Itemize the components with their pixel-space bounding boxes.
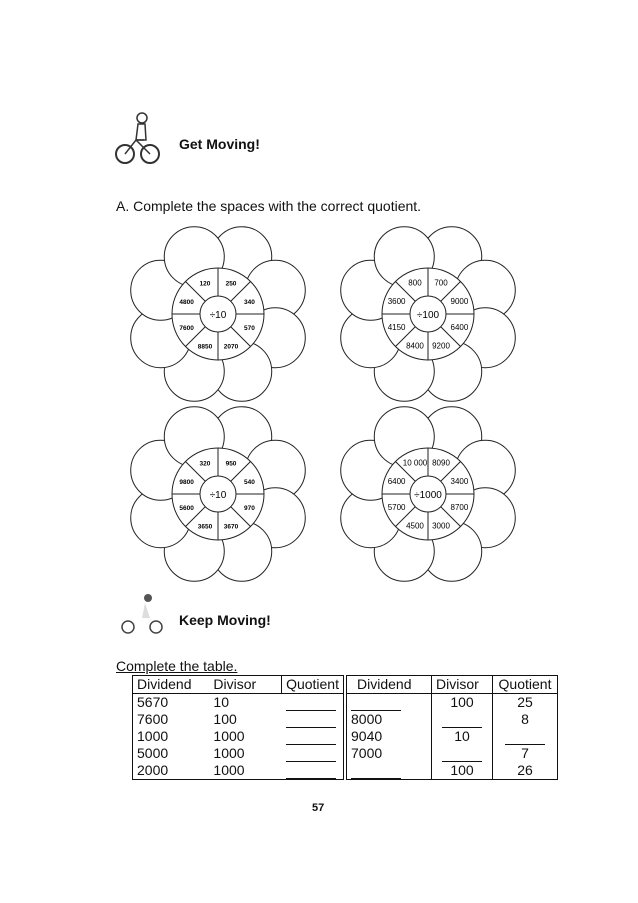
divisor-label: ÷10 xyxy=(209,310,227,321)
dividend-value: 6400 xyxy=(450,323,469,333)
dividend-value: 540 xyxy=(243,478,255,486)
header-divisor: Divisor xyxy=(432,676,493,694)
dividend-value: 800 xyxy=(408,278,422,288)
table-row: 8000 8 xyxy=(347,711,558,728)
page-number: 57 xyxy=(312,802,325,814)
header-dividend: Dividend xyxy=(133,676,210,694)
dividend-value: 9000 xyxy=(450,296,469,306)
dividend-value: 2070 xyxy=(223,343,239,351)
dividend-blank[interactable] xyxy=(347,762,432,780)
dividend-value: 250 xyxy=(225,280,237,288)
dividend-value: 320 xyxy=(199,460,211,468)
dividend-value: 4150 xyxy=(387,323,406,333)
dividend-value: 8400 xyxy=(406,341,424,351)
dividend-value: 10 000 xyxy=(402,458,428,468)
dividend-value: 6400 xyxy=(387,476,406,486)
dividend-value: 8850 xyxy=(197,343,213,351)
divisor-label: ÷10 xyxy=(209,490,227,501)
dividend-value: 950 xyxy=(225,460,237,468)
divisor-label: ÷1000 xyxy=(414,490,442,501)
dividend-value: 700 xyxy=(434,278,448,288)
biker-small-illustration xyxy=(118,592,168,636)
table-instruction: Complete the table. xyxy=(116,658,238,674)
flower-3 xyxy=(131,407,306,582)
dividend-value: 3670 xyxy=(223,523,239,531)
header-quotient: Quotient xyxy=(282,676,344,694)
dividend-value: 7600 xyxy=(179,325,194,333)
table-row: 5000 1000 xyxy=(133,745,344,762)
table-row: 9040 10 xyxy=(347,728,558,745)
dividend-value: 9200 xyxy=(432,341,450,351)
dividend-value: 340 xyxy=(243,298,255,306)
dividend-value: 4500 xyxy=(406,521,424,531)
table-row: 1000 1000 xyxy=(133,728,344,745)
part-a-instruction: A. Complete the spaces with the correct quotient. xyxy=(116,198,422,214)
quotient-blank[interactable] xyxy=(282,762,344,780)
divisor-blank[interactable] xyxy=(432,745,493,762)
flower-2 xyxy=(341,227,516,402)
dividend-value: 5600 xyxy=(179,505,194,513)
dividend-value: 8700 xyxy=(450,503,469,513)
dividend-value: 3650 xyxy=(197,523,213,531)
quotient-blank[interactable] xyxy=(282,694,344,712)
table-row: 100 25 xyxy=(347,694,558,712)
quotient-blank[interactable] xyxy=(282,728,344,745)
flower-4 xyxy=(341,407,516,582)
quotient-blank[interactable] xyxy=(282,711,344,728)
dividend-value: 9800 xyxy=(179,478,194,486)
get-moving-heading: Get Moving! xyxy=(179,136,260,152)
table-row: 7600 100 xyxy=(133,711,344,728)
flower-diagrams xyxy=(0,222,638,612)
quotient-blank[interactable] xyxy=(282,745,344,762)
dividend-value: 120 xyxy=(199,280,211,288)
table-row: 100 26 xyxy=(347,762,558,780)
dividend-value: 3600 xyxy=(387,296,406,306)
header-quotient: Quotient xyxy=(493,676,558,694)
dividend-value: 8090 xyxy=(432,458,450,468)
keep-moving-heading: Keep Moving! xyxy=(179,612,271,628)
flower-1 xyxy=(131,227,306,402)
biker-illustration xyxy=(112,110,162,166)
table-row: 5670 10 xyxy=(133,694,344,712)
dividend-blank[interactable] xyxy=(347,694,432,712)
quotient-blank[interactable] xyxy=(493,728,558,745)
header-divisor: Divisor xyxy=(209,676,281,694)
divisor-blank[interactable] xyxy=(432,711,493,728)
dividend-value: 4800 xyxy=(179,298,194,306)
dividend-value: 570 xyxy=(243,325,255,333)
divisor-label: ÷100 xyxy=(416,310,440,321)
table-row: 2000 1000 xyxy=(133,762,344,780)
dividend-value: 3400 xyxy=(450,476,469,486)
header-dividend: Dividend xyxy=(347,676,432,694)
division-table-left xyxy=(132,675,344,780)
dividend-value: 5700 xyxy=(387,503,406,513)
division-table-right xyxy=(346,675,558,780)
table-row: 7000 7 xyxy=(347,745,558,762)
dividend-value: 970 xyxy=(243,505,255,513)
dividend-value: 3000 xyxy=(432,521,450,531)
